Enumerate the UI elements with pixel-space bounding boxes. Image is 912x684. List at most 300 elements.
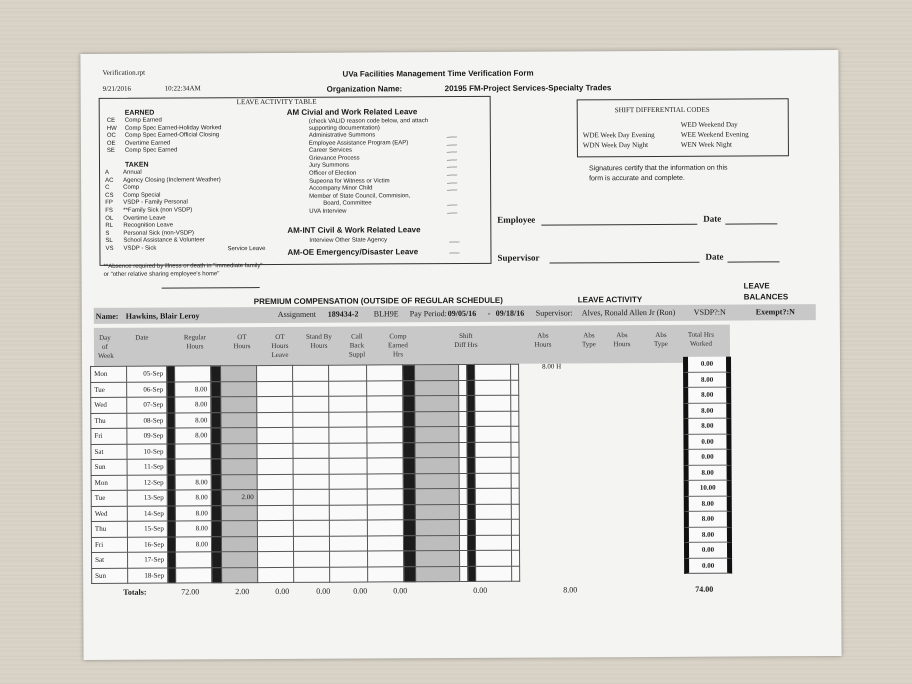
ot-hours-cell[interactable] — [222, 567, 258, 583]
row-separator — [403, 489, 415, 505]
shift-diff-cell[interactable] — [415, 365, 459, 381]
standby-cell[interactable] — [294, 567, 330, 583]
shift-diff-cell[interactable] — [415, 473, 459, 489]
pay-period-dash: - — [487, 308, 491, 318]
total-hours-cell: 8.00 — [683, 388, 731, 404]
am-reason-label: Career Services — [308, 147, 352, 154]
shift-code-wee: WEE Weekend Evening — [680, 130, 749, 139]
am-note-2: supporting documentation) — [308, 125, 380, 132]
ot-leave-cell[interactable] — [257, 458, 293, 474]
shift-diff-cell[interactable] — [415, 535, 459, 551]
row-separator — [167, 366, 175, 382]
checkbox-line[interactable]: ___ — [446, 147, 457, 154]
total-hours-cell: 0.00 — [684, 543, 732, 559]
abs-type-cell[interactable] — [511, 473, 519, 489]
total-hours-cell: 0.00 — [683, 434, 731, 450]
am-reason-label: UVA Interview — [309, 208, 347, 215]
callback-cell[interactable] — [329, 427, 367, 443]
callback-cell[interactable] — [329, 504, 367, 520]
comp-earned-cell[interactable] — [367, 520, 403, 536]
standby-cell[interactable] — [293, 443, 329, 459]
day-cell[interactable]: Mon — [91, 475, 127, 491]
shift-diff-cell[interactable] — [415, 489, 459, 505]
supervisor-date-line[interactable] — [728, 261, 780, 262]
total-shift-diff: 0.00 — [473, 585, 488, 595]
abs-type-cell[interactable] — [511, 519, 519, 535]
assignment-number: 189434-2 — [327, 309, 359, 319]
time-verification-form — [80, 50, 841, 660]
taken-title: TAKEN — [124, 161, 149, 169]
ot-hours-cell[interactable] — [221, 474, 257, 490]
shift-diff-cell[interactable] — [415, 442, 459, 458]
total-hours-cell: 0.00 — [683, 357, 731, 373]
checkbox-line[interactable]: ___ — [446, 139, 457, 146]
abs-hours-cell[interactable] — [476, 550, 512, 566]
abs-type-cell[interactable] — [512, 566, 520, 582]
regular-hours-cell[interactable]: 8.00 — [175, 536, 211, 552]
callback-cell[interactable] — [329, 520, 367, 536]
row-separator — [167, 381, 175, 397]
callback-cell[interactable] — [329, 411, 367, 427]
callback-cell[interactable] — [330, 551, 368, 567]
leave-balances-label-1: LEAVE — [743, 281, 770, 291]
callback-cell[interactable] — [329, 442, 367, 458]
abs-type-cell[interactable] — [511, 395, 519, 411]
regular-hours-cell[interactable] — [175, 459, 211, 475]
date-cell[interactable]: 07-Sep — [127, 397, 167, 413]
row-separator — [403, 442, 415, 458]
row-separator — [467, 488, 475, 504]
shift-code-wed: WED Weekend Day — [680, 120, 738, 129]
ot-hours-cell[interactable] — [221, 428, 257, 444]
row-separator — [403, 427, 415, 443]
ot-leave-cell[interactable] — [257, 489, 293, 505]
checkbox-line[interactable]: ___ — [447, 169, 458, 177]
amoe-leave-title: AM-OE Emergency/Disaster Leave — [287, 247, 419, 257]
row-separator — [167, 521, 175, 537]
leave-code: A — [105, 169, 110, 176]
row-separator — [467, 364, 475, 380]
am-reason-label: Employee Assistance Program (EAP) — [308, 139, 409, 147]
comp-earned-cell[interactable] — [367, 411, 403, 427]
leave-code-row — [107, 148, 222, 156]
standby-cell[interactable] — [293, 458, 329, 474]
abs-hours-cell[interactable] — [475, 519, 511, 535]
standby-cell[interactable] — [293, 536, 329, 552]
ot-hours-cell[interactable]: 2.00 — [221, 490, 257, 506]
standby-cell[interactable] — [293, 520, 329, 536]
footnote-1: **Absence required by illness or death in "immediate family" — [103, 263, 263, 270]
am-reason-label: Member of State Council, Commision, — [309, 193, 411, 200]
date-cell[interactable]: 09-Sep — [127, 428, 167, 444]
shift-title: SHIFT DIFFERENTIAL CODES — [614, 105, 710, 115]
row-separator — [468, 566, 476, 582]
leave-code-description: Comp Earned — [124, 117, 162, 124]
abs-cell[interactable] — [459, 473, 467, 489]
abs-cell[interactable] — [459, 488, 467, 504]
ot-leave-cell[interactable] — [257, 474, 293, 490]
standby-cell[interactable] — [293, 412, 329, 428]
callback-cell[interactable] — [329, 473, 367, 489]
regular-hours-cell[interactable]: 8.00 — [175, 412, 211, 428]
column-header: Stand By Hours — [305, 332, 332, 350]
supervisor-label: Supervisor: — [535, 308, 573, 318]
date-cell[interactable]: 11-Sep — [127, 459, 167, 475]
column-header: Date — [135, 333, 149, 342]
abs-cell[interactable] — [459, 442, 467, 458]
standby-cell[interactable] — [293, 381, 329, 397]
form-title: UVa Facilities Management Time Verification Form — [342, 68, 534, 79]
leave-code: VS — [105, 245, 114, 252]
date-cell[interactable]: 06-Sep — [127, 382, 167, 398]
ot-hours-cell[interactable] — [221, 381, 257, 397]
callback-cell[interactable] — [329, 380, 367, 396]
leave-code: OL — [105, 215, 114, 222]
ot-leave-cell[interactable] — [257, 412, 293, 428]
regular-hours-cell[interactable]: 8.00 — [175, 505, 211, 521]
am-reason-label: Administrative Summons — [308, 132, 376, 139]
leave-code: S — [105, 230, 110, 237]
standby-cell[interactable] — [293, 396, 329, 412]
total-hours-cell: 0.00 — [684, 558, 732, 574]
employee-sign-label: Employee — [497, 214, 536, 225]
shift-diff-cell[interactable] — [416, 566, 460, 582]
column-header: Day of Week — [97, 333, 114, 360]
leave-code: FS — [105, 207, 113, 214]
day-cell[interactable]: Fri — [91, 428, 127, 444]
comp-earned-cell[interactable] — [367, 380, 403, 396]
ot-leave-cell[interactable] — [257, 396, 293, 412]
standby-cell[interactable] — [293, 489, 329, 505]
pay-period-from: 09/05/16 — [447, 308, 477, 319]
comp-earned-cell[interactable] — [367, 473, 403, 489]
row-separator — [467, 535, 475, 551]
checkbox-line[interactable]: ___ — [446, 132, 457, 139]
ot-leave-cell[interactable] — [257, 443, 293, 459]
regular-hours-cell[interactable] — [175, 366, 211, 382]
row-separator — [467, 426, 475, 442]
regular-hours-cell[interactable] — [176, 567, 212, 583]
abs-hours-cell[interactable] — [475, 442, 511, 458]
regular-hours-cell[interactable] — [175, 443, 211, 459]
comp-earned-cell[interactable] — [368, 566, 404, 582]
comp-earned-cell[interactable] — [367, 396, 403, 412]
callback-cell[interactable] — [329, 458, 367, 474]
day-cell[interactable]: Sat — [91, 444, 127, 460]
total-absence: 8.00 — [563, 585, 578, 595]
comp-earned-cell[interactable] — [367, 504, 403, 520]
shift-diff-cell[interactable] — [416, 551, 460, 567]
total-hours-cell: 10.00 — [684, 481, 732, 497]
row-separator — [403, 411, 415, 427]
column-header: Abs Type — [581, 331, 596, 349]
standby-cell[interactable] — [293, 505, 329, 521]
vsdp-flag: VSDP?:N — [693, 307, 726, 317]
certify-line-2: form is accurate and complete. — [589, 174, 685, 183]
comp-earned-cell[interactable] — [367, 535, 403, 551]
abs-type-cell[interactable] — [511, 426, 519, 442]
row-separator — [403, 504, 415, 520]
ot-hours-cell[interactable] — [221, 443, 257, 459]
regular-hours-cell[interactable]: 8.00 — [175, 381, 211, 397]
row-separator — [212, 567, 222, 583]
date-cell[interactable]: 10-Sep — [127, 444, 167, 460]
callback-cell[interactable] — [329, 489, 367, 505]
row-separator — [403, 520, 415, 536]
leave-code: HW — [106, 125, 117, 132]
day-cell[interactable]: Sat — [92, 552, 128, 568]
ot-leave-cell[interactable] — [258, 567, 294, 583]
row-separator — [467, 519, 475, 535]
regular-hours-cell[interactable]: 8.00 — [175, 397, 211, 413]
abs-type-cell[interactable] — [511, 380, 519, 396]
row-separator — [167, 474, 175, 490]
callback-cell[interactable] — [329, 365, 367, 381]
ot-leave-cell[interactable] — [257, 427, 293, 443]
ot-hours-cell[interactable] — [221, 536, 257, 552]
abs-type-cell[interactable] — [511, 457, 519, 473]
callback-cell[interactable] — [330, 566, 368, 582]
abs-hours-cell[interactable] — [475, 395, 511, 411]
leave-code-description: Comp Special — [123, 192, 161, 199]
table-row — [92, 566, 520, 584]
am-reason-label: Board, Committee — [323, 200, 372, 208]
amoe-checkline: ___ — [449, 248, 460, 255]
checkbox-line[interactable]: ___ — [446, 162, 458, 169]
abs-type-cell[interactable] — [511, 364, 519, 380]
column-header: Shift Diff Hrs — [454, 331, 478, 350]
abs-type-cell[interactable] — [511, 535, 519, 551]
date-cell[interactable]: 05-Sep — [127, 366, 167, 382]
standby-cell[interactable] — [293, 474, 329, 490]
column-header: Abs Hours — [613, 331, 631, 349]
abs-cell[interactable] — [459, 395, 467, 411]
supervisor-name: Alves, Ronald Allen Jr (Ron) — [581, 307, 676, 318]
row-separator — [211, 381, 221, 397]
checkbox-line[interactable]: ___ — [447, 177, 458, 184]
row-separator — [211, 443, 221, 459]
report-name: Verification.rpt — [102, 68, 146, 77]
shift-diff-cell[interactable] — [415, 380, 459, 396]
abs-hours-cell[interactable] — [475, 411, 511, 427]
date-cell[interactable]: 15-Sep — [127, 521, 167, 537]
pay-period-to: 09/18/16 — [495, 308, 525, 318]
day-cell[interactable]: Wed — [91, 506, 127, 522]
leave-code: CS — [105, 192, 114, 199]
checkbox-line[interactable]: ___ — [447, 200, 458, 207]
row-separator — [167, 443, 175, 459]
abs-type-cell[interactable] — [511, 504, 519, 520]
ot-leave-cell[interactable] — [258, 551, 294, 567]
date-cell[interactable]: 14-Sep — [127, 506, 167, 522]
abs-type-cell[interactable] — [512, 550, 520, 566]
abs-type-cell[interactable] — [511, 411, 519, 427]
abs-cell[interactable] — [459, 411, 467, 427]
ot-leave-cell[interactable] — [257, 381, 293, 397]
checkbox-line[interactable]: ___ — [446, 154, 457, 161]
standby-cell[interactable] — [293, 365, 329, 381]
row-separator — [167, 397, 175, 413]
abs-hours-cell[interactable] — [475, 426, 511, 442]
abs-hours-cell[interactable] — [475, 504, 511, 520]
row-separator — [467, 395, 475, 411]
row-separator — [404, 566, 416, 582]
day-cell[interactable]: Thu — [91, 413, 127, 429]
ot-hours-cell[interactable] — [221, 459, 257, 475]
abs-cell[interactable] — [459, 504, 467, 520]
row-separator — [211, 536, 221, 552]
abs-hours-cell[interactable] — [475, 364, 511, 380]
comp-earned-cell[interactable] — [367, 489, 403, 505]
day-cell[interactable]: Sun — [91, 459, 127, 475]
day-cell[interactable]: Sun — [92, 568, 128, 584]
row-separator — [167, 490, 175, 506]
supervisor-signature-line[interactable] — [550, 262, 700, 264]
shift-diff-cell[interactable] — [415, 458, 459, 474]
abs-type-cell[interactable] — [511, 442, 519, 458]
employee-date-label: Date — [703, 213, 722, 224]
ot-leave-cell[interactable] — [257, 505, 293, 521]
abs-cell[interactable] — [459, 519, 467, 535]
row-separator — [467, 473, 475, 489]
day-cell[interactable]: Fri — [91, 537, 127, 553]
row-separator — [403, 380, 415, 396]
exempt-flag: Exempt?:N — [755, 307, 795, 317]
column-header: Abs Hours — [534, 331, 552, 349]
comp-earned-cell[interactable] — [367, 458, 403, 474]
standby-cell[interactable] — [293, 427, 329, 443]
abs-hours-cell[interactable] — [475, 535, 511, 551]
abs-hours-cell[interactable] — [475, 488, 511, 504]
standby-cell[interactable] — [294, 551, 330, 567]
callback-cell[interactable] — [329, 535, 367, 551]
leave-code-description: Comp — [123, 184, 140, 191]
leave-code: OE — [106, 140, 116, 147]
employee-date-line[interactable] — [725, 223, 777, 224]
row-separator — [467, 411, 475, 427]
checkbox-line[interactable]: ___ — [447, 207, 458, 215]
regular-hours-cell[interactable]: 8.00 — [175, 490, 211, 506]
leave-code: RL — [105, 222, 114, 230]
shift-diff-cell[interactable] — [415, 396, 459, 412]
ot-leave-cell[interactable] — [257, 536, 293, 552]
certify-line-1: Signatures certify that the information on this — [589, 164, 728, 173]
row-separator — [403, 365, 415, 381]
regular-hours-cell[interactable]: 8.00 — [175, 474, 211, 490]
abs-cell[interactable] — [460, 550, 468, 566]
am-note-1: (check VALID reason code below, and attach — [308, 118, 429, 125]
day-cell[interactable]: Tue — [91, 490, 127, 506]
employee-signature-line[interactable] — [541, 224, 697, 226]
abs-cell[interactable] — [459, 380, 467, 396]
leave-activity-label: LEAVE ACTIVITY — [577, 295, 643, 305]
checkbox-line[interactable]: ___ — [447, 185, 458, 192]
comp-earned-cell[interactable] — [368, 551, 404, 567]
abs-cell[interactable] — [459, 535, 467, 551]
comp-earned-cell[interactable] — [367, 442, 403, 458]
ot-leave-cell[interactable] — [257, 520, 293, 536]
abs-hours-cell[interactable] — [475, 473, 511, 489]
total-hours-worked: 74.00 — [695, 584, 714, 594]
day-cell[interactable]: Mon — [91, 366, 127, 382]
shift-code-wde: WDE Week Day Evening — [582, 130, 655, 140]
abs-cell[interactable] — [459, 426, 467, 442]
org-value: 20195 FM-Project Services-Specialty Trades — [444, 83, 612, 94]
shift-diff-cell[interactable] — [415, 427, 459, 443]
shift-diff-cell[interactable] — [415, 504, 459, 520]
total-hours-cell: 8.00 — [683, 419, 731, 435]
leave-code-description: Overtime Earned — [124, 140, 171, 147]
leave-code: CE — [106, 117, 116, 124]
total-hours-cell: 8.00 — [684, 527, 732, 543]
abs-hours-cell[interactable] — [475, 380, 511, 396]
column-header: OT Hours — [233, 333, 251, 351]
taken-code-list — [105, 169, 221, 253]
ot-hours-cell[interactable] — [221, 505, 257, 521]
abs-cell[interactable] — [459, 364, 467, 380]
date-cell[interactable]: 17-Sep — [128, 552, 168, 568]
column-header: Abs Type — [653, 330, 668, 348]
ot-hours-cell[interactable] — [222, 552, 258, 568]
leave-code-description: Overtime Leave — [123, 215, 166, 222]
ot-hours-cell[interactable] — [221, 397, 257, 413]
row-separator — [211, 412, 221, 428]
assignment-label: Assignment — [277, 309, 317, 319]
date-cell[interactable]: 16-Sep — [127, 537, 167, 553]
ot-leave-cell[interactable] — [257, 365, 293, 381]
comp-earned-cell[interactable] — [367, 365, 403, 381]
comp-earned-cell[interactable] — [367, 427, 403, 443]
total-hours-cell: 0.00 — [683, 450, 731, 466]
am-reason-item — [309, 208, 457, 216]
abs-cell[interactable] — [460, 566, 468, 582]
date-cell[interactable]: 13-Sep — [127, 490, 167, 506]
ot-hours-cell[interactable] — [221, 366, 257, 382]
row-separator — [211, 428, 221, 444]
shift-diff-cell[interactable] — [415, 411, 459, 427]
leave-code-description: Recognition Leave — [123, 222, 174, 229]
total-hours-cell: 8.00 — [683, 403, 731, 419]
leave-code-description: Comp Spec Earned — [124, 147, 178, 155]
print-date: 9/21/2016 — [102, 84, 132, 93]
abs-hours-cell[interactable] — [475, 457, 511, 473]
row-separator — [468, 550, 476, 566]
day-cell[interactable]: Tue — [91, 382, 127, 398]
day-cell[interactable]: Wed — [91, 397, 127, 413]
date-cell[interactable]: 12-Sep — [127, 475, 167, 491]
total-comp-earned: 0.00 — [393, 586, 408, 596]
ot-hours-cell[interactable] — [221, 521, 257, 537]
abs-type-cell[interactable] — [511, 488, 519, 504]
regular-hours-cell[interactable] — [176, 552, 212, 568]
regular-hours-cell[interactable]: 8.00 — [175, 521, 211, 537]
regular-hours-cell[interactable]: 8.00 — [175, 428, 211, 444]
shift-diff-cell[interactable] — [415, 520, 459, 536]
pay-period-label: Pay Period: — [409, 309, 447, 319]
date-cell[interactable]: 18-Sep — [128, 568, 168, 584]
leave-code: SL — [105, 238, 113, 245]
day-cell[interactable]: Thu — [91, 521, 127, 537]
date-cell[interactable]: 08-Sep — [127, 413, 167, 429]
abs-hours-cell[interactable] — [476, 566, 512, 582]
shift-code-wdn: WDN Week Day Night — [582, 141, 649, 150]
leave-code-row — [105, 245, 221, 253]
callback-cell[interactable] — [329, 396, 367, 412]
total-regular: 72.00 — [181, 587, 200, 597]
abs-cell[interactable] — [459, 457, 467, 473]
total-hours-cell: 8.00 — [684, 465, 732, 481]
ot-hours-cell[interactable] — [221, 412, 257, 428]
